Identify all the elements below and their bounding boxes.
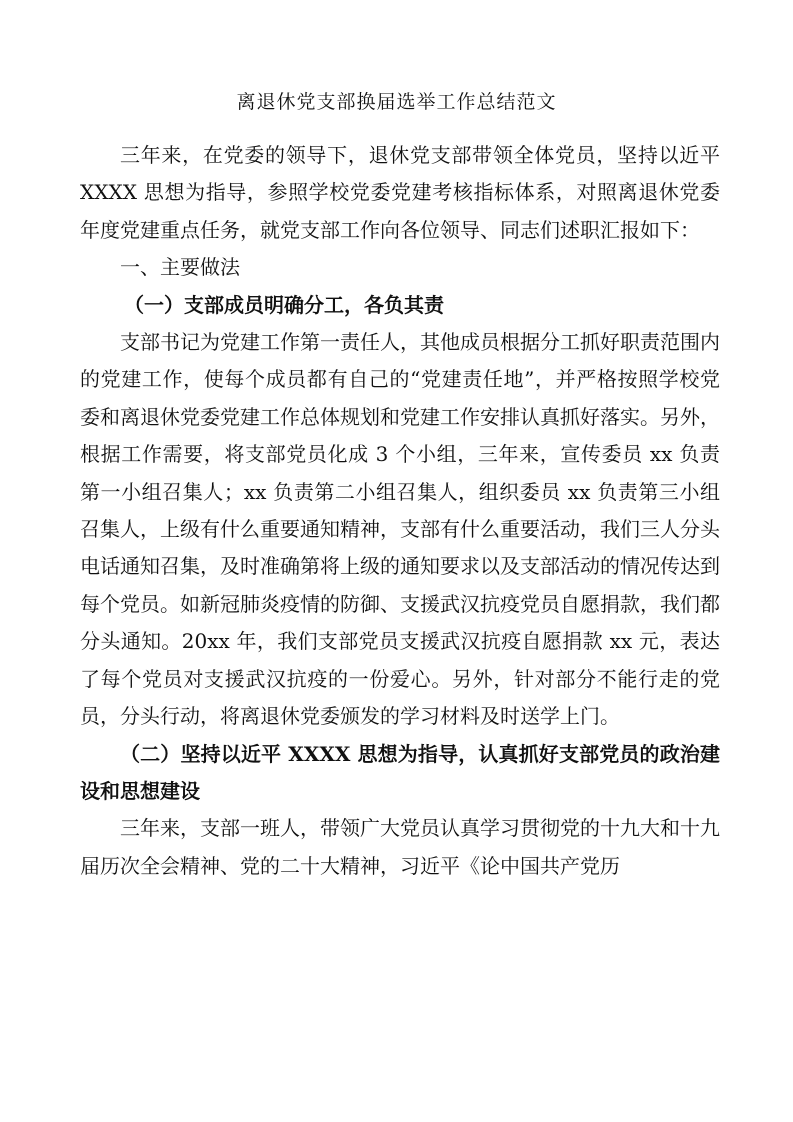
section-heading-main-practices: 一、主要做法: [120, 255, 240, 280]
body-paragraph-2: 三年来，支部一班人，带领广大党员认真学习贯彻党的十九大和十九届历次全会精神、党的二十大精神，习近平《论中国共产党历: [80, 816, 720, 878]
intro-paragraph: 三年来，在党委的领导下，退休党支部带领全体党员，坚持以近平 XXXX 思想为指导，参照学校党委党建考核指标体系，对照离退休党委年度党建重点任务，就党支部工作向各位领导、同志们述职汇报如下：: [80, 143, 720, 242]
body-paragraph-1: 支部书记为党建工作第一责任人，其他成员根据分工抓好职责范围内的党建工作，使每个成员都有自己的“党建责任地”，并严格按照学校党委和离退休党委党建工作总体规划和党建工作安排认真抓好落实。另外，根据工作需要，将支部党员化成 3 个小组，三年来，宣传委员 xx 负责第一小组召集人；xx 负责第二小组召集人，组织委员 xx 负责第三小组召集人，上级有什么重要通知精神，支部有什么重要活动，我们三人分头电话通知召集，及时准确第将上级的通知要求以及支部活动的情况传达到每个党员。如新冠肺炎疫情的防御、支援武汉抗疫党员自愿捐款，我们都分头通知。20xx 年，我们支部党员支援武汉抗疫自愿捐款 xx 元，表达了每个党员对支援武汉抗疫的一份爱心。另外，针对部分不能行走的党员，分头行动，将离退休党委颁发的学习材料及时送学上门。: [80, 330, 720, 729]
document-body: [80, 137, 720, 885]
subsection-heading-2: （二）坚持以近平 XXXX 思想为指导，认真抓好支部党员的政治建设和思想建设: [80, 741, 720, 803]
document-title: 离退休党支部换届选举工作总结范文: [236, 91, 557, 113]
subsection-heading-1: （一）支部成员明确分工，各负其责: [124, 292, 444, 317]
